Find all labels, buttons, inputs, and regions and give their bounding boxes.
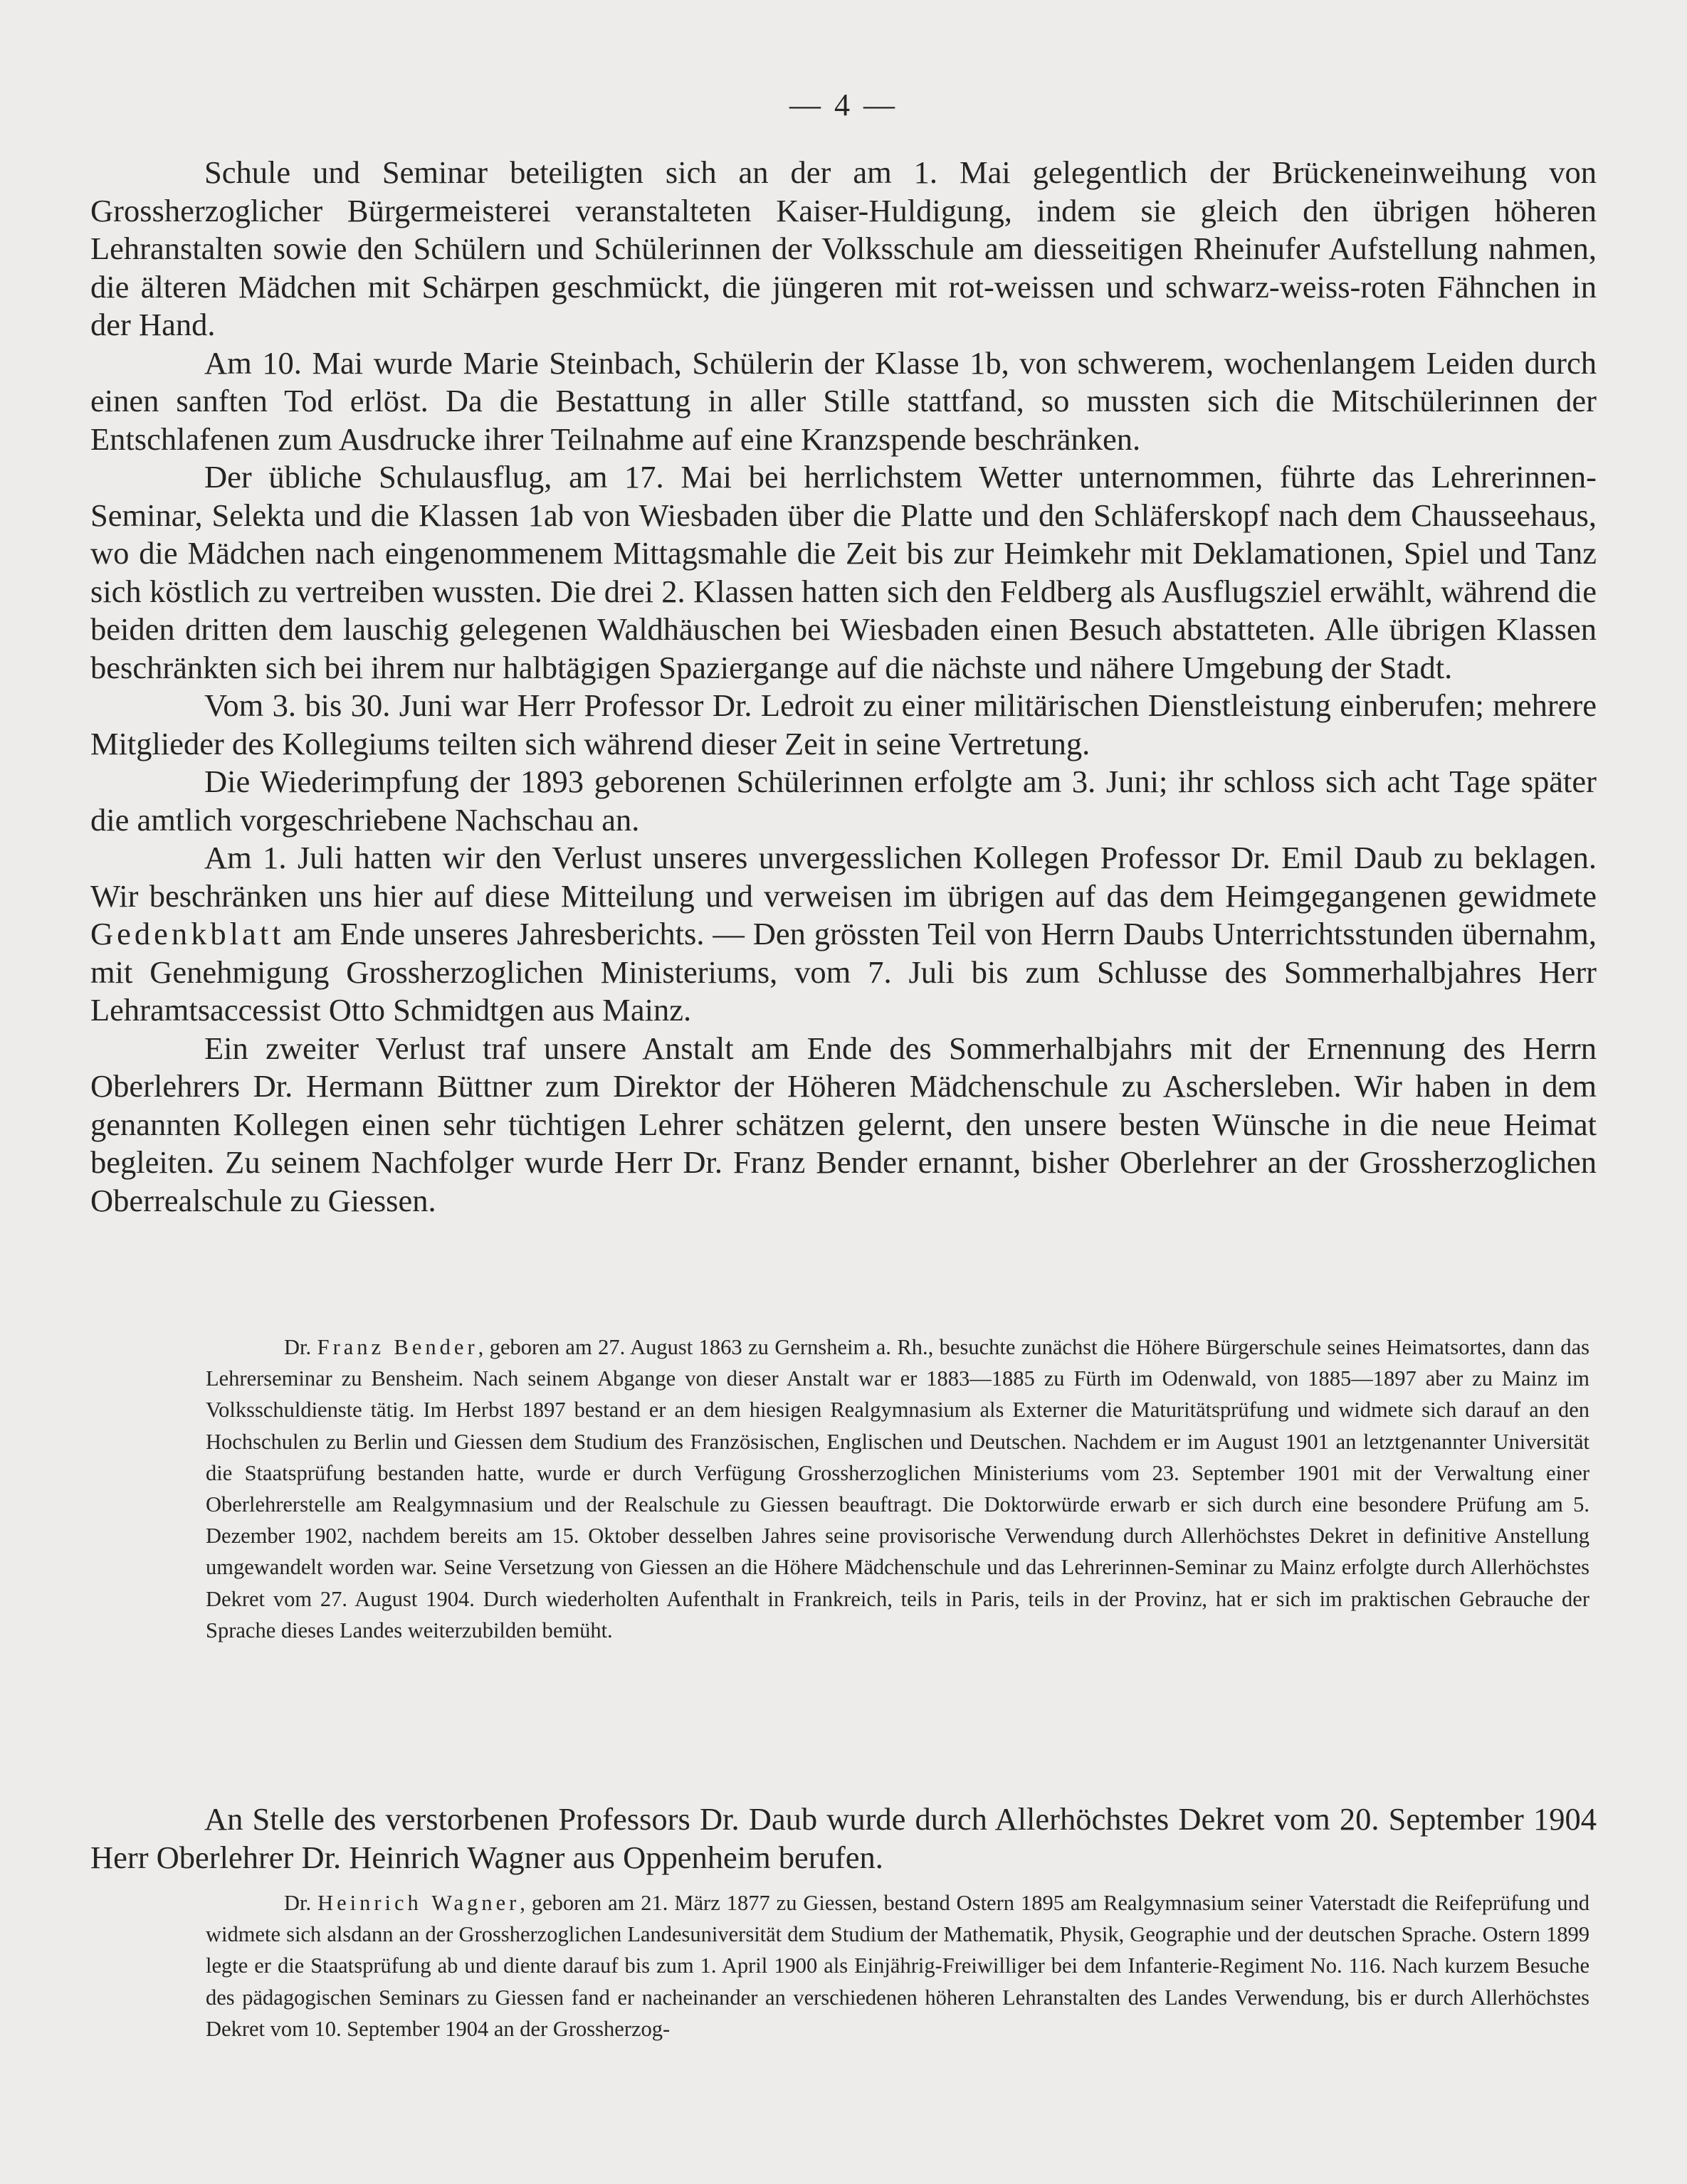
gedenkblatt-spaced: Gedenkblatt [90, 916, 285, 951]
note-wagner-prefix: Dr. [284, 1891, 312, 1915]
paragraph-kaiser-huldigung: Schule und Seminar beteiligten sich an der am 1. Mai gelegentlich der Brückeneinweihung von Grossherzoglicher Bürgermeisterei veranstalteten Kaiser-Huldigung, indem sie gleich den übrigen höheren Lehranstalten sowie den Schülern und Schülerinnen der Volksschule am diesseitigen Rheinufer Aufstellung nahmen, die älteren Mädchen mit Schärpen geschmückt, die jüngeren mit rot-weissen und schwarz-weiss-roten Fähnchen in der Hand. [90, 154, 1597, 342]
note-bender-name: Franz Bender [317, 1335, 478, 1359]
paragraph-daub [90, 839, 1597, 1030]
note-bender [206, 1331, 1589, 1646]
page-number: — 4 — [789, 88, 898, 122]
note-bender-text: , geboren am 27. August 1863 zu Gernsheim a. Rh., besuchte zunächst die Höhere Bürgerschule seines Heimatsortes, dann das Lehrerseminar zu Bensheim. Nach seinem Abgange von dieser Anstalt war er 1883—1885 zu Fürth im Odenwald, von 1885—1897 aber zu Mainz im Volksschuldienste tätig. Im Herbst 1897 bestand er an dem hiesigen Realgymnasium als Externer die Maturitätsprüfung und widmete sich darauf an den Hochschulen zu Berlin und Giessen dem Studium des Französischen, Englischen und Deutschen. Nachdem er im August 1901 an letztgenannter Universität die Staatsprüfung bestanden hatte, wurde er durch Verfügung Grossherzoglichen Ministeriums vom 23. September 1901 mit der Verwaltung einer Oberlehrerstelle am Realgymnasium und der Realschule zu Giessen beauftragt. Die Doktorwürde erwarb er sich durch eine besondere Prüfung am 5. Dezember 1902, nachdem bereits am 15. Oktober desselben Jahres seine provisorische Verwendung durch Allerhöchstes Dekret in definitive Anstellung umgewandelt worden war. Seine Versetzung von Giessen an die Höhere Mädchenschule und das Lehrerinnen-Seminar zu Mainz erfolgte durch Allerhöchstes Dekret vom 27. August 1904. Durch wiederholten Aufenthalt in Frankreich, teils in Paris, teils in der Provinz, hat er sich im praktischen Gebrauche der Sprache dieses Landes weiterzubilden bemüht. [206, 1335, 1589, 1642]
paragraph-wagner-block [90, 1800, 1597, 1877]
paragraph-wagner: An Stelle des verstorbenen Professors Dr. Daub wurde durch Allerhöchstes Dekret vom 20. September 1904 Herr Oberlehrer Dr. Heinrich Wagner aus Oppenheim berufen. [90, 1801, 1597, 1875]
paragraph-ledroit: Vom 3. bis 30. Juni war Herr Professor Dr. Ledroit zu einer militärischen Dienstleistung einberufen; mehrere Mitglieder des Kollegiums teilten sich während dieser Zeit in seine Vertretung. [90, 687, 1597, 761]
daub-text-2: am Ende unseres Jahresberichts. — Den grössten Teil von Herrn Daubs Unterrichtsstunden übernahm, mit Genehmigung Grossherzoglichen Ministeriums, vom 7. Juli bis zum Schlusse des Sommerhalbjahres Herr Lehramtsaccessist Otto Schmidtgen aus Mainz. [90, 916, 1597, 1028]
note-wagner [206, 1887, 1589, 2045]
paragraph-wiederimpfung: Die Wiederimpfung der 1893 geborenen Schülerinnen erfolgte am 3. Juni; ihr schloss sich acht Tage später die amtlich vorgeschriebene Nachschau an. [90, 764, 1597, 838]
note-wagner-name: Heinrich Wagner [317, 1891, 520, 1915]
paragraph-buettner: Ein zweiter Verlust traf unsere Anstalt am Ende des Sommerhalbjahrs mit der Ernennung des Herrn Oberlehrers Dr. Hermann Büttner zum Direktor der Höheren Mädchenschule zu Aschersleben. Wir haben in dem genannten Kollegen einen sehr tüchtigen Lehrer schätzen gelernt, den unsere besten Wünsche in die neue Heimat begleiten. Zu seinem Nachfolger wurde Herr Dr. Franz Bender ernannt, bisher Oberlehrer an der Grossherzoglichen Oberrealschule zu Giessen. [90, 1030, 1597, 1218]
paragraph-steinbach: Am 10. Mai wurde Marie Steinbach, Schülerin der Klasse 1b, von schwerem, wochenlangem Leiden durch einen sanften Tod erlöst. Da die Bestattung in aller Stille stattfand, so mussten sich die Mitschülerinnen der Entschlafenen zum Ausdrucke ihrer Teilnahme auf eine Kranzspende beschränken. [90, 344, 1597, 457]
note-bender-prefix: Dr. [284, 1335, 312, 1359]
note-wagner-text: , geboren am 21. März 1877 zu Giessen, bestand Ostern 1895 am Realgymnasium seiner Vaterstadt die Reifeprüfung und widmete sich alsdann an der Grossherzoglichen Landesuniversität dem Studium der Mathematik, Physik, Geographie und der deutschen Sprache. Ostern 1899 legte er die Staatsprüfung ab und diente darauf bis zum 1. April 1900 als Einjährig-Freiwilliger bei dem Infanterie-Regiment No. 116. Nach kurzem Besuche des pädagogischen Seminars zu Giessen fand er nacheinander an verschiedenen höheren Lehranstalten des Landes Verwendung, bis er durch Allerhöchstes Dekret vom 10. September 1904 an der Grossherzog- [206, 1891, 1590, 2041]
paragraph-schulausflug: Der übliche Schulausflug, am 17. Mai bei herrlichstem Wetter unternommen, führte das Lehrerinnen-Seminar, Selekta und die Klassen 1ab von Wiesbaden über die Platte und den Schläferskopf nach dem Chausseehaus, wo die Mädchen nach eingenommenem Mittagsmahle die Zeit bis zur Heimkehr mit Deklamationen, Spiel und Tanz sich köstlich zu vertreiben wussten. Die drei 2. Klassen hatten sich den Feldberg als Ausflugsziel erwählt, während die beiden dritten dem lauschig gelegenen Waldhäuschen bei Wiesbaden einen Besuch abstatteten. Alle übrigen Klassen beschränkten sich bei ihrem nur halbtägigen Spaziergange auf die nächste und nähere Umgebung der Stadt. [90, 459, 1597, 685]
main-text-block [90, 154, 1597, 1220]
daub-text-1: Am 1. Juli hatten wir den Verlust unseres unvergesslichen Kollegen Professor Dr. Emil Daub zu beklagen. Wir beschränken uns hier auf diese Mitteilung und verweisen im übrigen auf das dem Heimgegangenen gewidmete [90, 840, 1597, 914]
